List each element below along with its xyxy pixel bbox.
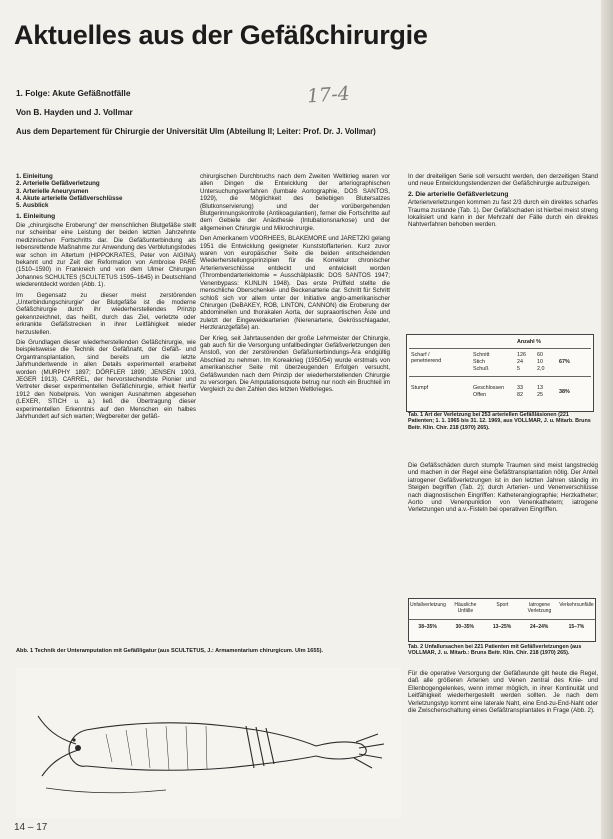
column-3-bottom bbox=[408, 670, 598, 717]
group-percent: 67% bbox=[559, 359, 570, 365]
table-cell: 13 bbox=[537, 385, 543, 391]
series-subtitle: 1. Folge: Akute Gefäßnotfälle bbox=[16, 88, 131, 98]
table-cell: 13–25% bbox=[492, 624, 512, 630]
table-cell: 2,0 bbox=[537, 366, 545, 372]
table-cell: 38–35% bbox=[418, 624, 437, 630]
table-header: Häusliche Unfälle bbox=[454, 602, 477, 614]
table-cell: 25 bbox=[537, 392, 543, 398]
table-header: Verkehrsunfälle bbox=[559, 602, 594, 608]
column-3-top bbox=[408, 173, 598, 232]
authors-line: Von B. Hayden und J. Vollmar bbox=[16, 107, 133, 117]
paragraph: Der Krieg, seit Jahrtausenden der große Lehrmeister der Chirurgie, gab auch für die Versorgung unfallbedingter Gefäßverletzungen den Anstoß, von der zerstörenden Gefäßunterbindungs-Ära endgültig Abschied zu nehmen. Im Koreakrieg (1950/54) wurde erstmals von amerikanischer Seite mit überzeugenden Erfolgen versucht, Gefäßwunden nach dem Prinzip der wiederherstellenden Chirurgie zu versorgen. Die Amputationsquote betrug nur noch ein Bruchteil im Vergleich zu den Zahlen des letzten Weltkrieges. bbox=[200, 334, 390, 394]
table-1-caption: Tab. 1 Art der Verletzung bei 253 arteriellen Gefäßläsionen (221 Patienten; 1. 1. 1965 bis 31. 12. 1969, aus VOLLMAR, J. u. Mitarb. Bruns Beitr. Klin. Chir. 218 (1970) 265). bbox=[408, 412, 591, 431]
page-footer: 14 – 17 bbox=[14, 822, 48, 833]
page-edge bbox=[601, 0, 613, 839]
figure-caption: Abb. 1 Technik der Unteramputation mit Gefäßligatur (aus SCULTETUS, J.: Armamentarium chirurgicum. Ulm 1655). bbox=[16, 648, 323, 654]
table-header: Iatrogene Verletzung bbox=[527, 602, 552, 614]
paragraph: Den Amerikanern VOORHEES, BLAKEMORE und JARETZKI gelang 1951 die Entwicklung geeigneter Kunststoffarterien. Kurz zuvor waren von europäischer Seite die beiden entscheidenden Wiederherstellungsprinzipien für die Korrektur chronischer Arterienverschlüsse entdeckt und entwickelt worden (Thrombendarteriektomie = Ausschälplastik: DOS SANTOS 1947; Venenbypass: KUNLIN 1948). Das erste Prüffeld stellte die menschliche Oberschenkel- und Beckenarterie dar. Schritt für Schritt schloß sich vor allem unter der Initiative anglo-amerikanischer Chirurgen (DeBAKEY, ROB, LINTON, CANNON) die Eroberung der abdominellen und thorakalen Aorta, der supraaortischen Äste und zuletzt der Eingeweidearterien (Nierenarterie, Gekrösschlagader, Herzkranzgefäße) an. bbox=[200, 235, 390, 332]
table-cell: 30–35% bbox=[455, 624, 474, 630]
table-cell: 60 bbox=[537, 352, 543, 358]
paragraph: Im Gegensatz zu dieser meist zerstörenden „Unterbindungschirurgie“ der Blutgefäße ist die moderne Gefäßchirurgie durch ihr wiederherstellendes Prinzip gekennzeichnet, das heißt, durch das Ziel, verletzte oder erkrankte Gefäßstrecken in ihrer Leitfähigkeit wieder herzustellen. bbox=[16, 291, 196, 336]
paragraph: chirurgischen Durchbruchs nach dem Zweiten Weltkrieg waren vor allen Dingen die Entwicklung der arteriographischen Untersuchungsverfahren (lumbale Aortographie, DOS SANTOS, 1929), die Möglichkeit des beliebigen Blutersatzes (Blutkonservierung) und der vorübergehenden Blutgerinnungskontrolle (Antikoagulantien), ferner die Fortschritte auf dem Gebiete der Anästhesie (Intubationsnarkose) und der allgemeinen Chirurgie und Mikrochirurgie. bbox=[200, 173, 390, 232]
table-cell: 10 bbox=[537, 359, 543, 365]
table-cell: Stumpf bbox=[411, 385, 429, 391]
table-header: Sport bbox=[496, 602, 509, 608]
toc-item: 1. Einleitung bbox=[16, 173, 53, 180]
table-1 bbox=[406, 334, 594, 412]
paragraph: Arterienverletzungen kommen zu fast 2/3 durch ein direktes scharfes Trauma zustande (Tab. 1). Der Gefäßschaden ist hierbei meist streng lokalisiert und kann in der Mehrzahl der Fälle durch ein direktes Nahtverfahren behoben werden. bbox=[408, 199, 598, 229]
column-3-middle bbox=[408, 462, 598, 517]
toc-item: 2. Arterielle Gefäßverletzung bbox=[16, 180, 100, 188]
handwritten-note: 17-4 bbox=[306, 82, 351, 108]
toc-item: 4. Akute arterielle Gefäßverschlüsse bbox=[16, 194, 123, 202]
table-cell: Schuß bbox=[473, 366, 489, 372]
paragraph: Die „chirurgische Eroberung“ der menschlichen Blutgefäße stellt nur scheinbar eine Leistung der beiden letzten Jahrzehnte medizinischen Fortschritts dar. Die Gefäßunterbindung als lebensrettende Maßnahme zur Anwendung des Verblutungstodes war schon im Altertum (HIPPOKRATES, Peter von AIGINA) bekannt und zur Zeit der Reformation von Ambroise PARÉ (1510–1590) in Frankreich und von dem Ulmer Chirurgen Johannes SCHULTES (SCULTETUS 1595–1645) in Deutschland wiederentdeckt worden (Abb. 1). bbox=[16, 221, 196, 289]
paragraph: Die Grundlagen dieser wiederherstellenden Gefäßchirurgie, wie beispielsweise die Technik der Gefäßnaht, der Gefäß- und Organtransplantation, sind bereits um die letzte Jahrhundertwende in allen Details experimentell erarbeitet worden (MURPHY 1897; DÖRFLER 1899; JENSEN 1903, JEGER 1913). CARREL, der hervorstechendste Pionier und Vertreter dieser experimentellen Gefäßchirurgie, erhielt hierfür 1912 den Nobelpreis. Von wenigen Ausnahmen abgesehen (LEXER, STICH u. a.) ließ die Übertragung dieser experimentellen Erkenntnis auf den Menschen ein halbes Jahrhundert auf sich warten; Wegbereiter der gefäß- bbox=[16, 338, 196, 421]
amputation-illustration bbox=[16, 668, 401, 818]
section-heading: 2. Die arterielle Gefäßverletzung bbox=[408, 190, 509, 198]
table-2-caption: Tab. 2 Unfallursachen bei 221 Patienten mit Gefäßverletzungen (aus VOLLMAR, J. u. Mitarb.: Bruns Beitr. Klin. Chir. 218 (1970) 265). bbox=[408, 644, 582, 657]
column-2 bbox=[200, 173, 390, 397]
table-2 bbox=[408, 598, 596, 642]
section-heading: 1. Einleitung bbox=[16, 213, 56, 221]
table-cell: Schnitt bbox=[473, 352, 490, 358]
table-cell: 24 bbox=[517, 359, 523, 365]
table-cell: Stich bbox=[473, 359, 485, 365]
toc-item: 3. Arterielle Aneurysmen bbox=[16, 187, 89, 195]
paragraph: Für die operative Versorgung der Gefäßwunde gilt heute die Regel, daß alle größeren Arterien und Venen zentral des Knie- und Ellenbogengelenkes, wenn immer möglich, in ihrer Kontinuität und Leitfähigkeit wiederhergestellt werden sollten. Je nach dem Verletzungstyp kommt eine laterale Naht, eine End-zu-End-Naht oder die Zwischenschaltung eines Gefäßtransplantates in Frage (Abb. 2). bbox=[408, 670, 598, 715]
paragraph: In der dreiteiligen Serie soll versucht werden, den derzeitigen Stand und neue Entwicklungstendenzen der Gefäßchirurgie aufzuzeigen. bbox=[408, 173, 598, 188]
table-cell: Geschlossen bbox=[473, 385, 505, 391]
table-cell: 126 bbox=[517, 352, 526, 358]
table-cell: 5 bbox=[517, 366, 520, 372]
table-cell: Offen bbox=[473, 392, 487, 398]
table-cell: 15–7% bbox=[568, 624, 585, 630]
table-cell: Scharf / penetrierend bbox=[411, 352, 442, 364]
toc-item: 5. Ausblick bbox=[16, 202, 49, 210]
affiliation-line: Aus dem Departement für Chirurgie der Universität Ulm (Abteilung II; Leiter: Prof. Dr. J. Vollmar) bbox=[16, 127, 376, 136]
page-title: Aktuelles aus der Gefäßchirurgie bbox=[14, 20, 428, 50]
table-header: Unfallverletzung bbox=[410, 602, 446, 608]
table-cell: 82 bbox=[517, 392, 523, 398]
table-of-contents bbox=[16, 173, 196, 209]
table-cell: 33 bbox=[517, 385, 523, 391]
group-percent: 38% bbox=[559, 389, 570, 395]
table-cell: 24–24% bbox=[530, 624, 549, 630]
column-1 bbox=[16, 173, 196, 423]
table-header: Anzahl % bbox=[517, 339, 541, 345]
paragraph: Die Gefäßschäden durch stumpfe Traumen sind meist langstreckig und machen in der Regel eine Gefäßtransplantation nötig. Der Anteil iatrogener Gefäßverletzungen ist in den letzten Jahren ständig im Steigen begriffen (Tab. 2); durch Arterien- und Venenverschlüsse nach diagnostischen Eingriffen: Katheterangiographie; Herzkatheter; Aorto und Venenpunktion von Venenkathetern; iatrogene Verletzungen und a.v.-Fisteln bei operativen Eingriffen. bbox=[408, 462, 598, 514]
